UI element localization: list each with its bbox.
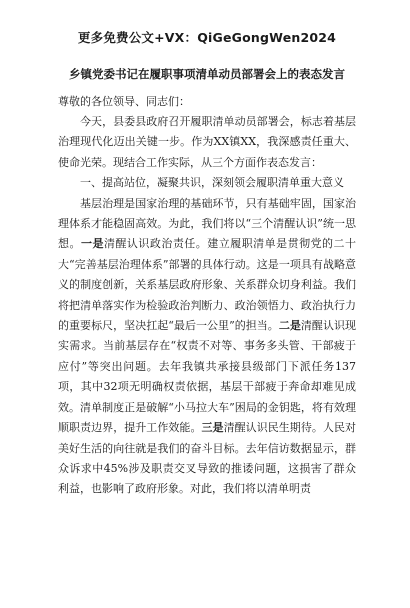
speech-title: 乡镇党委书记在履职事项清单动员部署会上的表态发言 [69,67,345,81]
paragraph-text: 基层治理是国家治理的基础环节，只有基础牢固，国家治理体系才能稳固高效。为此，我们将以“三个清醒认识”统一思想。 [58,196,356,251]
speech-body [58,112,356,500]
point-marker-1: 一是 [80,237,104,251]
salutation: 尊敬的各位领导、同志们： [58,95,190,108]
paragraph-text: 清醒认识政治责任。建立履职清单是贯彻党的二十大“完善基层治理体系”部署的具体行动。这是一项具有战略意义的制度创新，关系基层政府形象、关系群众切身利益。我们将把清单落实作为检验政治判断力、政治领悟力、政治执行力的重要标尺，坚决扛起“最后一公里”的担当。 [58,237,357,333]
section-heading-1: 一、提高站位，凝聚共识，深刻领会履职清单重大意义 [80,176,344,190]
paragraph-text: 清醒认识现实需求。当前基层存在“权责不对等、事务多头管、干部疲于应付”等突出问题。去年我镇共承接县级部门下派任务137项，其中32项无明确权责依据，基层干部疲于奔命却难见成效。清单制度正是破解“小马拉大车”困局的金钥匙，将有效理顺职责边界，提升工作效能。 [58,319,357,435]
point-marker-2: 二是 [278,319,301,333]
body-paragraph [58,194,356,500]
point-marker-3: 三是 [201,421,224,435]
opening-paragraph: 今天，县委县政府召开履职清单动员部署会，标志着基层治理现代化迈出关键一步。作为XX镇XX，我深感责任重大、使命光荣。现结合工作实际，从三个方面作表态发言： [58,115,356,169]
paragraph-text: 清醒认识民生期待。人民对美好生活的向往就是我们的奋斗目标。去年信访数据显示，群众诉求中45%涉及职责交叉导致的推诿问题，这损害了群众利益，也影响了政府形象。对此，我们将以清单明责 [58,421,357,496]
promo-banner: 更多免费公文+VX：QiGeGongWen2024 [77,30,337,45]
document-page [0,28,410,608]
